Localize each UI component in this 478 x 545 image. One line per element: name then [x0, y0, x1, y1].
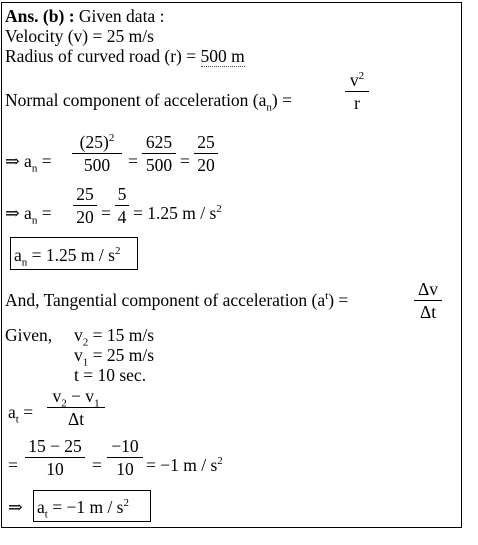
- step1-lhs: ⇒ $a_n$ =: [5, 151, 52, 175]
- dv-over-dt-fraction: Δv Δt: [414, 279, 442, 322]
- fraction-25-over-20-b: 25 20: [73, 184, 97, 227]
- fraction-25-over-20: 25 20: [194, 132, 218, 175]
- normal-text: Normal component of acceleration (a: [5, 90, 267, 110]
- normal-sub: n: [266, 101, 272, 114]
- v2-minus-v1-over-dt-fraction: $v_2 - v_1$ Δt: [47, 386, 105, 429]
- fraction-denominator: r: [354, 93, 360, 113]
- velocity-line: Velocity (v) = 25 m/s: [5, 26, 154, 46]
- normal-result: $a_n = 1.25$ m / $s^2$: [14, 245, 121, 269]
- normal-close: ) =: [271, 90, 292, 110]
- given-label: Given,: [5, 325, 53, 345]
- given-data-intro: Given data :: [78, 6, 165, 26]
- at-lhs: $a_t$ =: [8, 402, 34, 426]
- step2-result: = 1.25 m / $s^2$: [133, 203, 222, 223]
- answer-header: [5, 6, 164, 26]
- v2-line: $v_2 = 15$ m/s: [74, 325, 155, 349]
- fraction-numerator: $v^2$: [349, 70, 365, 90]
- eq-sign: =: [180, 151, 190, 171]
- tangential-result: $a_t = -1$ m / $s^2$: [37, 497, 129, 521]
- t-line: t = 10 sec.: [74, 365, 147, 385]
- eq-sign: =: [128, 151, 138, 171]
- radius-line: [5, 46, 245, 66]
- eq-sign: =: [92, 455, 102, 475]
- fraction-25sq-over-500: $(25)^2$ 500: [72, 132, 122, 175]
- v2-over-r-fraction: [345, 70, 369, 113]
- tangential-step-result: = −1 m / $s^2$: [146, 455, 223, 475]
- answer-label: Ans. (b) :: [5, 6, 75, 26]
- fraction-5-over-4: 5 4: [115, 184, 129, 227]
- eq-sign: =: [101, 203, 111, 223]
- v1-line: $v_1 = 25$ m/s: [74, 345, 155, 369]
- eq-sign: =: [8, 455, 18, 475]
- radius-value: 500 m: [200, 46, 245, 66]
- tangential-acceleration-line: And, Tangential component of acceleration $(a^t)$ =: [5, 290, 349, 310]
- step2-lhs: ⇒ $a_n$ =: [5, 203, 52, 227]
- fraction-625-over-500: 625 500: [142, 132, 176, 175]
- final-arrow: ⇒: [8, 497, 23, 517]
- fraction-neg10-over-10: −10 10: [107, 436, 143, 479]
- radius-prefix: Radius of curved road (r) =: [5, 46, 201, 66]
- normal-acceleration-line: [5, 90, 292, 114]
- fraction-15-minus-25-over-10: 15 − 25 10: [25, 436, 85, 479]
